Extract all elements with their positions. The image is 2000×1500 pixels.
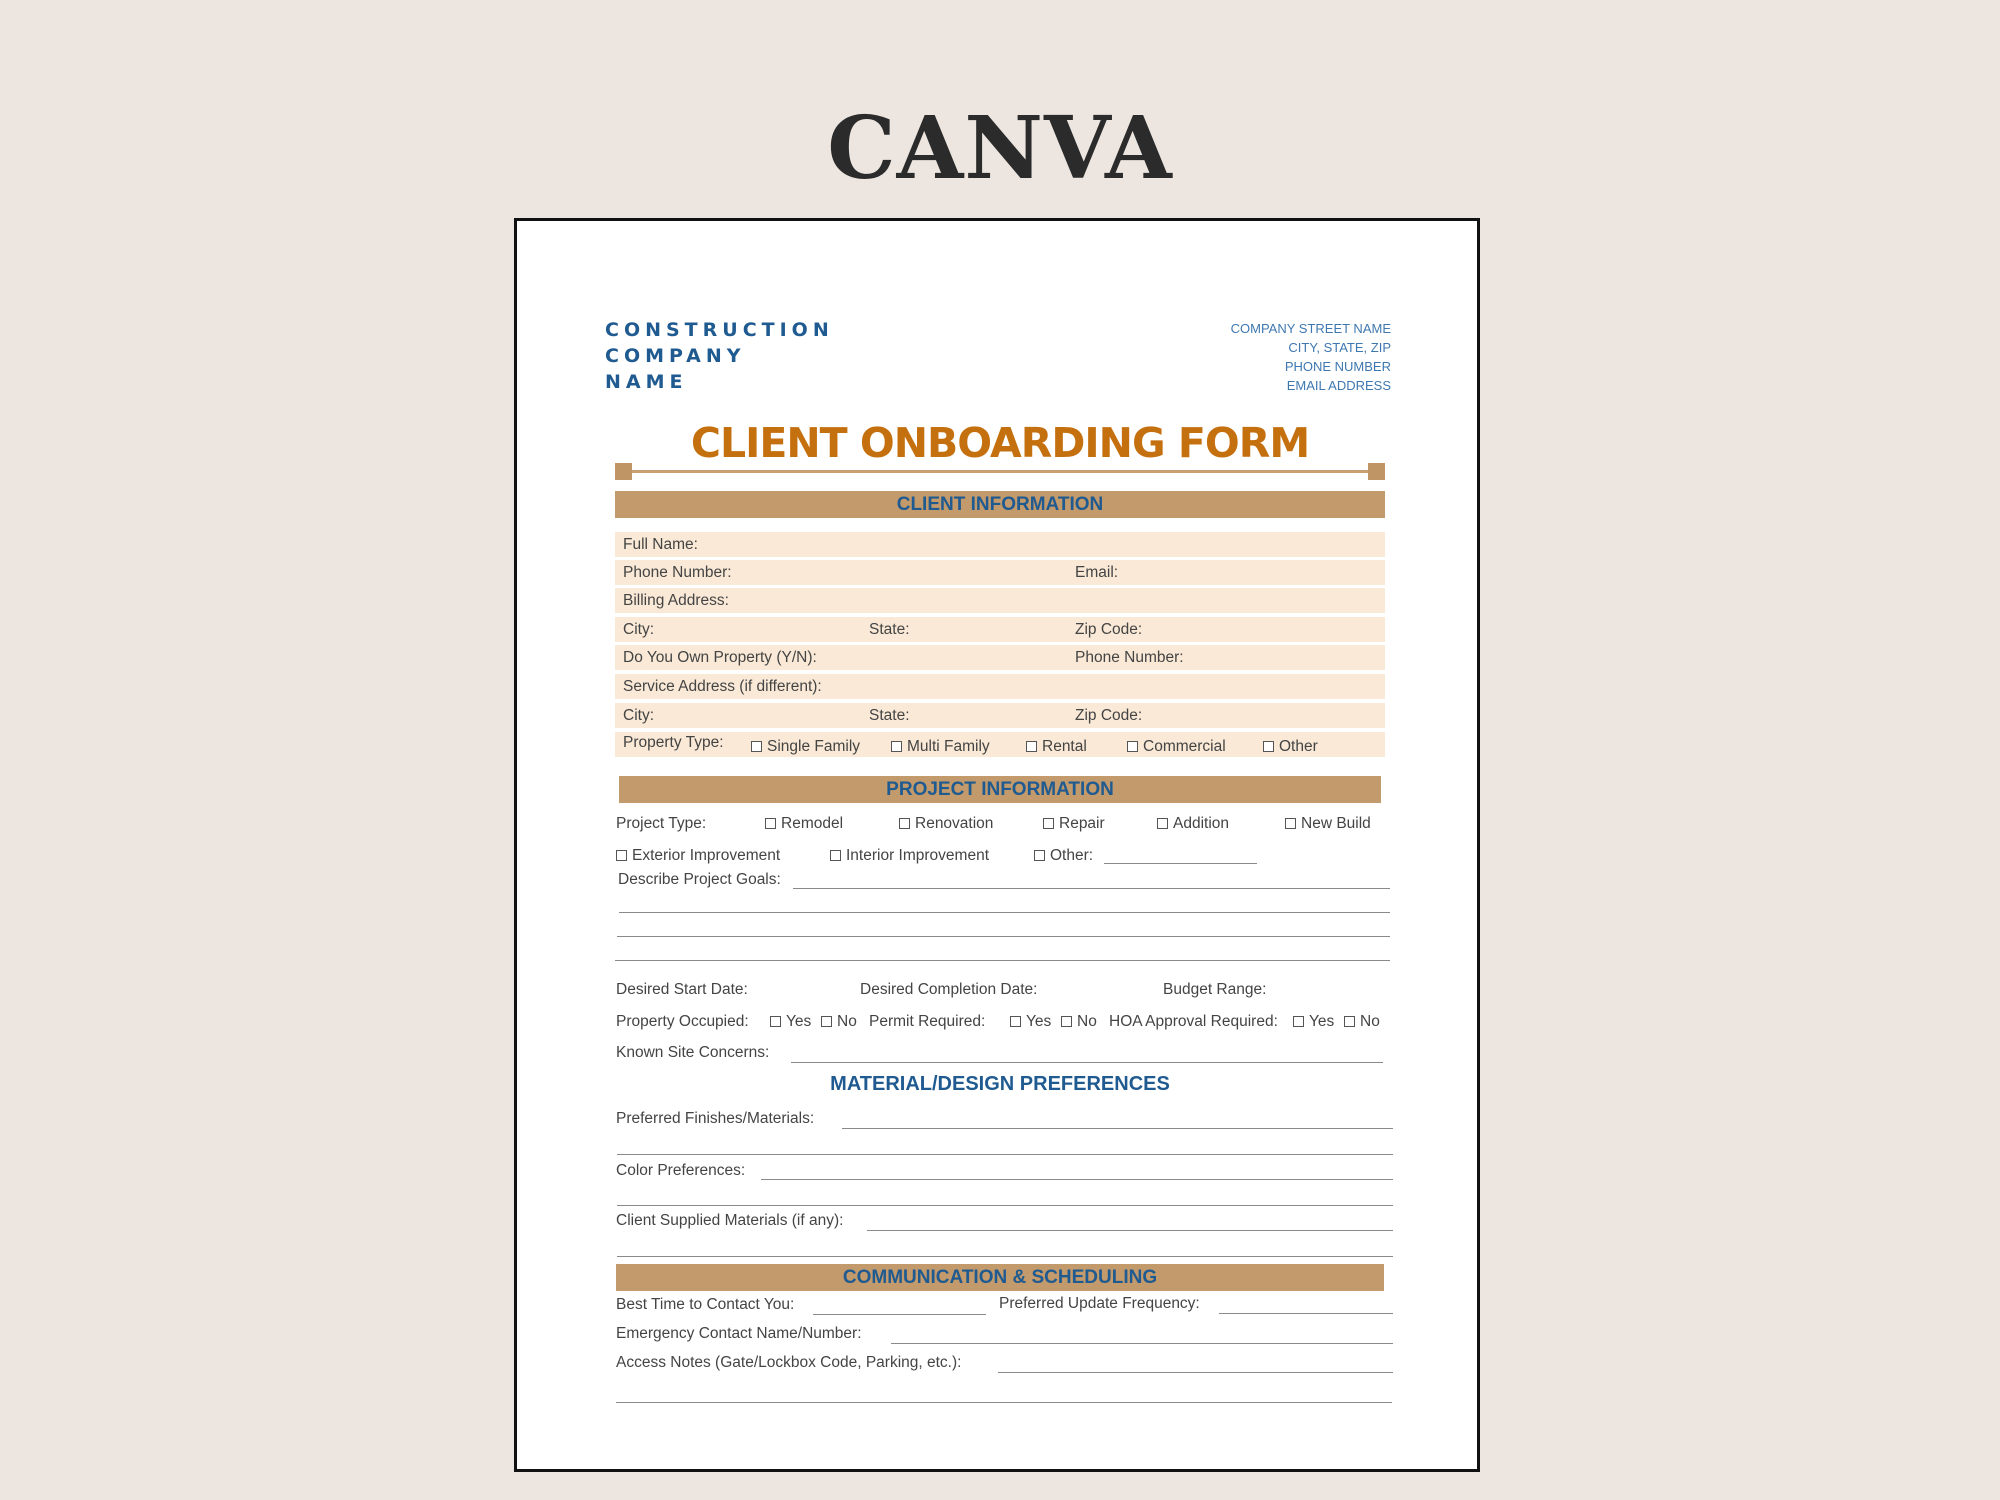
project-option-exterior[interactable]: Exterior Improvement [616, 847, 780, 865]
update-frequency-label: Preferred Update Frequency: [999, 1295, 1200, 1312]
row-full-name [615, 532, 1385, 557]
property-option-other[interactable]: Other [1263, 738, 1318, 756]
checkbox-icon[interactable] [1026, 741, 1037, 752]
project-goals-line[interactable] [619, 912, 1390, 913]
emergency-contact-label: Emergency Contact Name/Number: [616, 1325, 862, 1342]
access-notes-line[interactable] [616, 1402, 1392, 1403]
color-preferences-line[interactable] [617, 1205, 1393, 1206]
property-option-single-family[interactable]: Single Family [751, 738, 860, 756]
section-header-client: CLIENT INFORMATION [615, 491, 1385, 518]
rule-cap-left [615, 463, 632, 480]
checkbox-icon[interactable] [1127, 741, 1138, 752]
form-title: CLIENT ONBOARDING FORM [690, 419, 1310, 467]
update-frequency-line[interactable] [1219, 1313, 1393, 1314]
preferred-finishes-label: Preferred Finishes/Materials: [616, 1110, 815, 1127]
checkbox-icon[interactable] [891, 741, 902, 752]
company-address [1231, 319, 1391, 395]
phone-number-field-2[interactable]: Phone Number: [1075, 649, 1184, 666]
checkbox-icon[interactable] [1285, 818, 1296, 829]
company-name-line: NAME [605, 371, 688, 393]
color-preferences-line[interactable] [761, 1179, 1393, 1180]
preferred-finishes-line[interactable] [842, 1128, 1393, 1129]
hoa-approval-label: HOA Approval Required: [1109, 1013, 1278, 1030]
company-name-line: COMPANY [605, 345, 746, 367]
permit-yes-option[interactable]: Yes [1010, 1013, 1051, 1031]
section-header-communication: COMMUNICATION & SCHEDULING [616, 1264, 1384, 1291]
phone-number-field[interactable]: Phone Number: [623, 564, 732, 581]
address-phone: PHONE NUMBER [1284, 359, 1391, 374]
checkbox-icon[interactable] [1034, 850, 1045, 861]
project-goals-line[interactable] [793, 888, 1390, 889]
address-email: EMAIL ADDRESS [1286, 378, 1391, 393]
project-goals-label: Describe Project Goals: [618, 871, 781, 888]
permit-required-label: Permit Required: [869, 1013, 986, 1030]
client-supplied-label: Client Supplied Materials (if any): [616, 1212, 844, 1229]
access-notes-line[interactable] [998, 1372, 1393, 1373]
start-date-field[interactable]: Desired Start Date: [616, 981, 748, 998]
completion-date-field[interactable]: Desired Completion Date: [860, 981, 1038, 998]
client-supplied-line[interactable] [617, 1256, 1393, 1257]
full-name-field[interactable]: Full Name: [623, 536, 698, 553]
city-field[interactable]: City: [623, 621, 654, 638]
property-type-label: Property Type: [623, 734, 724, 751]
project-option-other[interactable]: Other: [1034, 847, 1093, 865]
company-name-line: CONSTRUCTION [605, 319, 834, 341]
state-field-2[interactable]: State: [869, 707, 910, 724]
email-field[interactable]: Email: [1075, 564, 1119, 581]
property-option-multi-family[interactable]: Multi Family [891, 738, 990, 756]
row-city-state-zip-2 [615, 703, 1385, 728]
client-supplied-line[interactable] [867, 1230, 1393, 1231]
checkbox-icon[interactable] [899, 818, 910, 829]
section-header-project: PROJECT INFORMATION [619, 776, 1381, 803]
checkbox-icon[interactable] [765, 818, 776, 829]
budget-range-field[interactable]: Budget Range: [1163, 981, 1267, 998]
hoa-no-option[interactable]: No [1344, 1013, 1380, 1031]
checkbox-icon[interactable] [830, 850, 841, 861]
checkbox-icon[interactable] [751, 741, 762, 752]
row-billing [615, 588, 1385, 613]
project-option-interior[interactable]: Interior Improvement [830, 847, 989, 865]
occupied-no-option[interactable]: No [821, 1013, 857, 1031]
property-occupied-label: Property Occupied: [616, 1013, 749, 1030]
checkbox-icon[interactable] [616, 850, 627, 861]
address-street: COMPANY STREET NAME [1230, 321, 1391, 336]
emergency-contact-line[interactable] [891, 1343, 1393, 1344]
project-option-new-build[interactable]: New Build [1285, 815, 1371, 833]
zip-field[interactable]: Zip Code: [1075, 621, 1143, 638]
checkbox-icon[interactable] [1344, 1016, 1355, 1027]
rule-cap-right [1368, 463, 1385, 480]
site-concerns-line[interactable] [791, 1062, 1383, 1063]
preferred-finishes-line[interactable] [617, 1154, 1393, 1155]
project-option-addition[interactable]: Addition [1157, 815, 1229, 833]
site-concerns-label: Known Site Concerns: [616, 1044, 770, 1061]
color-preferences-label: Color Preferences: [616, 1162, 746, 1179]
city-field-2[interactable]: City: [623, 707, 654, 724]
checkbox-icon[interactable] [1061, 1016, 1072, 1027]
property-option-commercial[interactable]: Commercial [1127, 738, 1226, 756]
row-city-state-zip [615, 617, 1385, 642]
brand-title: CANVA [827, 98, 1173, 199]
project-option-repair[interactable]: Repair [1043, 815, 1105, 833]
section-header-materials: MATERIAL/DESIGN PREFERENCES [830, 1073, 1170, 1095]
service-address-field[interactable]: Service Address (if different): [623, 678, 822, 695]
address-city: CITY, STATE, ZIP [1288, 340, 1391, 355]
access-notes-label: Access Notes (Gate/Lockbox Code, Parking, etc.): [616, 1354, 962, 1371]
project-type-label: Project Type: [616, 815, 707, 832]
form-page [514, 218, 1480, 1472]
project-goals-line[interactable] [617, 936, 1390, 937]
best-time-line[interactable] [813, 1314, 986, 1315]
property-option-rental[interactable]: Rental [1026, 738, 1087, 756]
hoa-yes-option[interactable]: Yes [1293, 1013, 1334, 1031]
checkbox-icon[interactable] [821, 1016, 832, 1027]
occupied-yes-option[interactable]: Yes [770, 1013, 811, 1031]
company-name [605, 317, 834, 395]
billing-address-field[interactable]: Billing Address: [623, 592, 729, 609]
checkbox-icon[interactable] [1010, 1016, 1021, 1027]
title-rule [615, 470, 1385, 473]
project-goals-line[interactable] [615, 960, 1390, 961]
zip-field-2[interactable]: Zip Code: [1075, 707, 1143, 724]
other-input-line[interactable] [1104, 863, 1257, 864]
checkbox-icon[interactable] [1293, 1016, 1304, 1027]
best-time-label: Best Time to Contact You: [616, 1296, 795, 1313]
checkbox-icon[interactable] [1043, 818, 1054, 829]
checkbox-icon[interactable] [1263, 741, 1274, 752]
state-field[interactable]: State: [869, 621, 910, 638]
project-option-remodel[interactable]: Remodel [765, 815, 843, 833]
project-option-renovation[interactable]: Renovation [899, 815, 993, 833]
checkbox-icon[interactable] [1157, 818, 1168, 829]
checkbox-icon[interactable] [770, 1016, 781, 1027]
permit-no-option[interactable]: No [1061, 1013, 1097, 1031]
own-property-field[interactable]: Do You Own Property (Y/N): [623, 649, 817, 666]
